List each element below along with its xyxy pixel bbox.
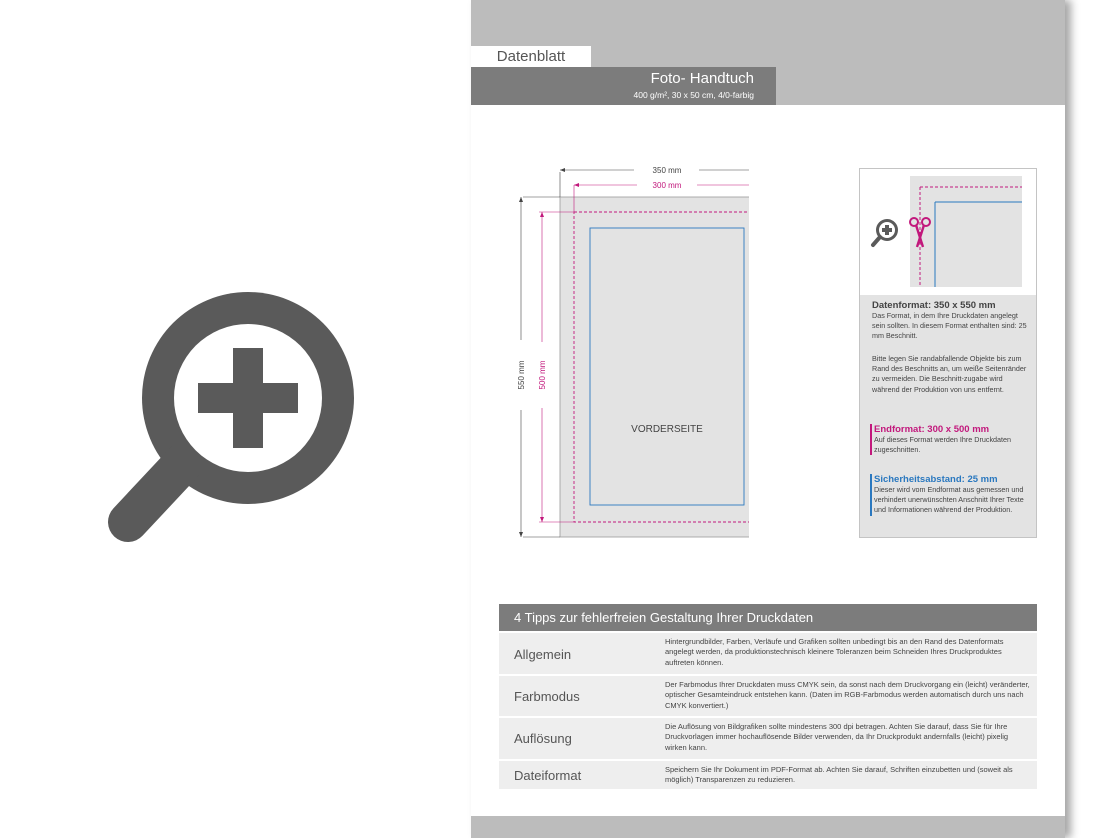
- tip-label: Auflösung: [514, 731, 572, 746]
- tips-heading: 4 Tipps zur fehlerfreien Gestaltung Ihrer Druckdaten: [499, 604, 1037, 631]
- tip-text: Die Auflösung von Bildgrafiken sollte mindestens 300 dpi betragen. Achten Sie darauf, dass Sie für Ihre Druckvorlagen immer hochauflösende Bilder verwenden, da Ihr Druckprodukt andernfalls (leicht) pixelig wirken kann.: [665, 722, 1009, 752]
- zoom-in-small-icon: [870, 217, 900, 249]
- zoom-in-icon[interactable]: [100, 290, 360, 550]
- datasheet-tab: Datenblatt: [471, 46, 591, 67]
- data-format-area: [560, 197, 749, 537]
- product-title-bar: [471, 67, 776, 105]
- tip-label: Dateiformat: [514, 768, 582, 783]
- format-drawing: [509, 160, 749, 545]
- bleed-text: Bitte legen Sie randabfallende Objekte bis zum Rand des Beschnitts an, um weiße Seitenränder zu vermeiden. Die Beschnitt-zugabe wird während der Produktion von uns entfernt.: [872, 354, 1027, 394]
- side-label: VORDERSEITE: [631, 424, 703, 435]
- product-title: Foto- Handtuch: [650, 70, 754, 87]
- tip-text: Hintergrundbilder, Farben, Verläufe und Grafiken sollten unbedingt bis an den Rand des Datenformats angelegt werden, da produktionstechnisch kleinere Toleranzen beim Schneiden Ihres Druckproduktes auftreten können.: [665, 637, 1004, 667]
- height-inner-label: 500 mm: [538, 360, 547, 390]
- table-row: [499, 716, 1037, 759]
- datasheet-page: [471, 0, 1065, 838]
- width-inner-label: 300 mm: [652, 181, 682, 190]
- tips-table: [499, 604, 1037, 789]
- sicherheit-block: [870, 474, 1034, 516]
- width-outer-label: 350 mm: [652, 166, 682, 175]
- table-row: [499, 631, 1037, 674]
- table-row: [499, 674, 1037, 716]
- datenformat-title: Datenformat: 350 x 550 mm: [872, 300, 996, 311]
- tip-label: Allgemein: [514, 647, 572, 662]
- corner-detail: [860, 169, 1036, 295]
- scissors-icon: [908, 214, 932, 250]
- sicherheit-text: Dieser wird vom Endformat aus gemessen und verhindert unerwünschten Anschnitt Ihrer Texte und Informationen während der Produktion.: [874, 485, 1024, 515]
- bleed-block: [872, 354, 1032, 395]
- endformat-title: Endformat: 300 x 500 mm: [874, 424, 990, 435]
- info-panel: [859, 168, 1037, 538]
- endformat-block: [870, 424, 1034, 455]
- datenformat-text: Das Format, in dem Ihre Druckdaten angelegt sein sollten. In diesem Format enthalten sind: 25 mm Beschnitt.: [872, 311, 1027, 341]
- endformat-text: Auf dieses Format werden Ihre Druckdaten zugeschnitten.: [874, 435, 1012, 455]
- tip-label: Farbmodus: [514, 689, 580, 704]
- sicherheit-title: Sicherheitsabstand: 25 mm: [874, 474, 998, 485]
- tip-text: Speichern Sie Ihr Dokument im PDF-Format ab. Achten Sie darauf, Schriften einzubetten und (soweit als möglich) Transparenzen zu reduzieren.: [665, 765, 1013, 785]
- tip-text: Der Farbmodus Ihrer Druckdaten muss CMYK sein, da sonst nach dem Druckvorgang ein (leicht) veränderter, optischer Gesamteindruck entstehen kann. (Daten im RGB-Farbmodus werden automatisch durch uns nach CMYK konvertiert.): [665, 680, 1030, 710]
- datenformat-block: [872, 300, 1032, 342]
- height-outer-label: 550 mm: [517, 360, 526, 390]
- footer-band: [471, 816, 1065, 838]
- product-subtitle: 400 g/m², 30 x 50 cm, 4/0-farbig: [633, 90, 754, 100]
- table-row: [499, 759, 1037, 789]
